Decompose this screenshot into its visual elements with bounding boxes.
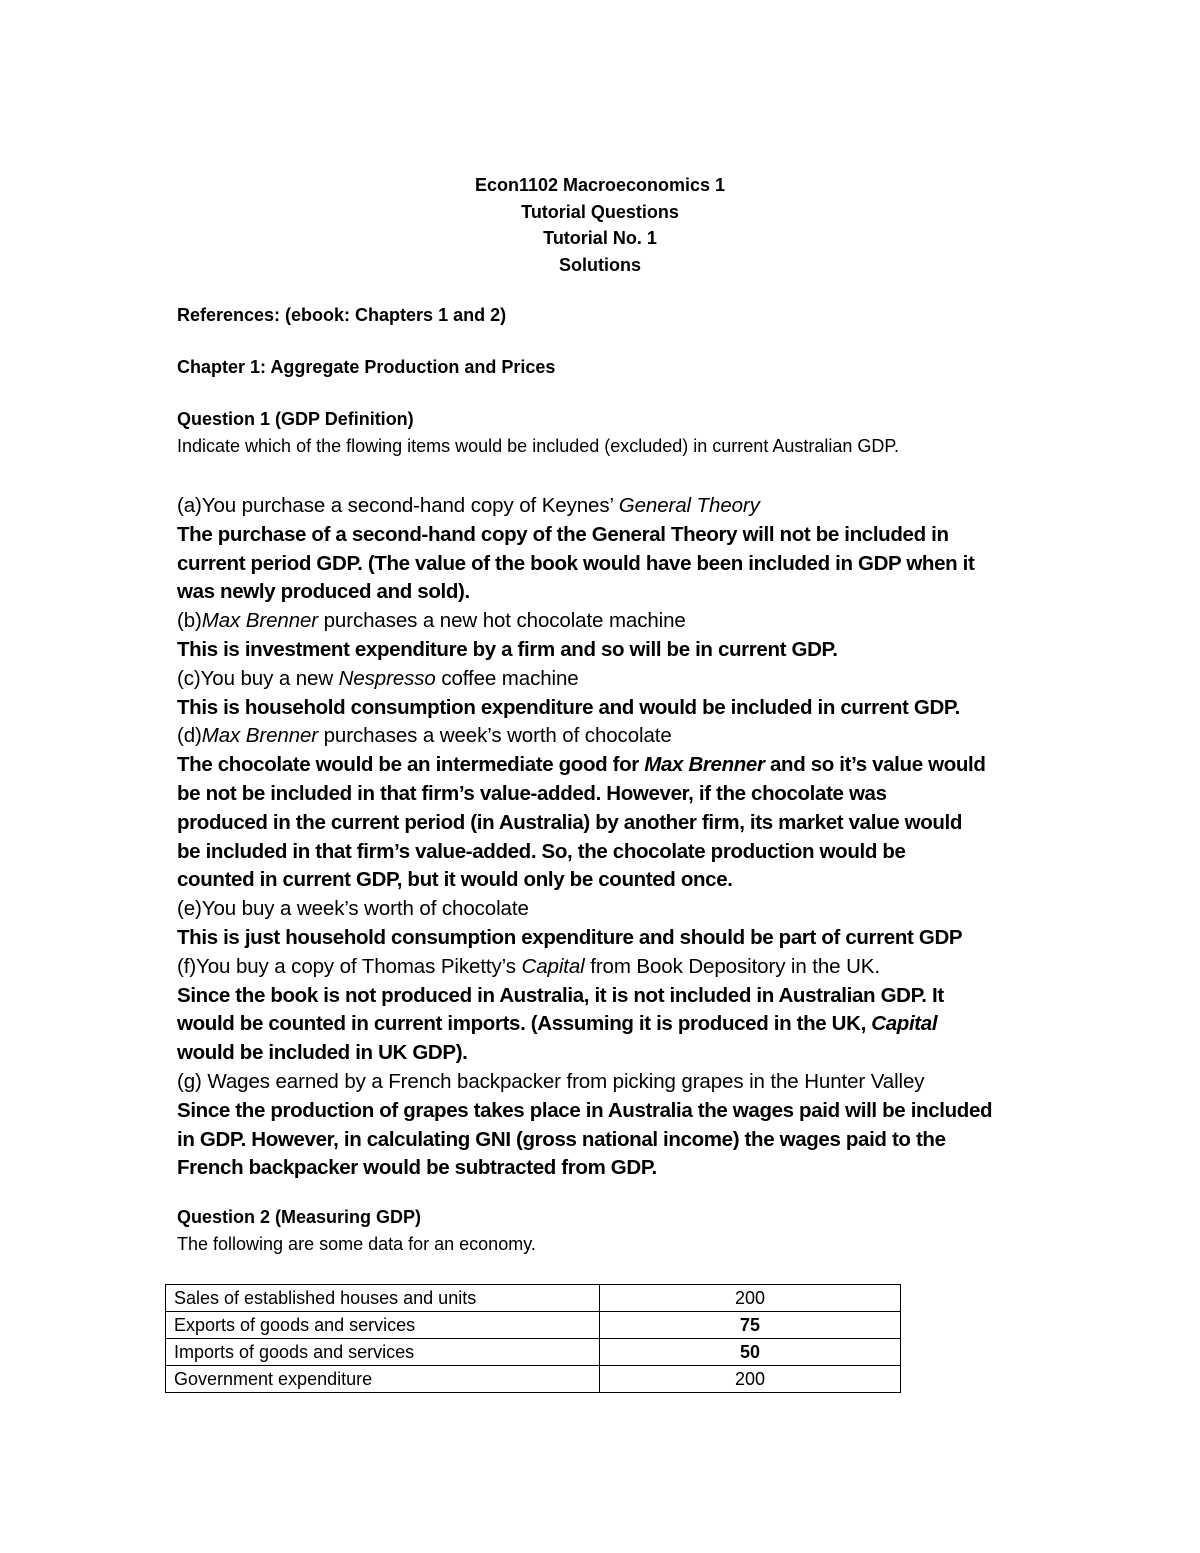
- chapter-title: Chapter 1: Aggregate Production and Prices: [177, 357, 556, 377]
- item-d-brand: Max Brenner: [201, 724, 319, 748]
- course-title: Econ1102 Macroeconomics 1: [474, 175, 726, 195]
- references-line: References: (ebook: Chapters 1 and 2): [177, 305, 507, 325]
- item-c-question: [177, 665, 992, 694]
- item-f-answer-3: would be included in UK GDP).: [177, 1041, 468, 1065]
- item-a-answer-2: current period GDP. (The value of the book would have been included in GDP when it: [177, 551, 975, 575]
- table-cell-label: Imports of goods and services: [166, 1339, 600, 1366]
- item-f-text-end: from Book Depository in the UK.: [584, 954, 880, 978]
- item-a-question: [177, 492, 992, 521]
- question1-title: Question 1 (GDP Definition): [177, 409, 414, 429]
- table-row: [166, 1366, 901, 1393]
- item-d-answer-5: counted in current GDP, but it would only be counted once.: [177, 868, 733, 892]
- item-b-question: [177, 607, 992, 636]
- document-type: Tutorial Questions: [521, 201, 679, 222]
- item-c-text-end: coffee machine: [435, 666, 579, 690]
- table-cell-label: Exports of goods and services: [166, 1312, 600, 1339]
- item-e-question: (e)You buy a week’s worth of chocolate: [177, 897, 529, 921]
- item-a-text: (a)You purchase a second-hand copy of Keynes’: [177, 494, 619, 517]
- item-f-text: (f)You buy a copy of Thomas Piketty’s: [177, 954, 522, 978]
- item-c-answer: This is household consumption expenditure and would be included in current GDP.: [177, 695, 960, 719]
- document-header: [0, 172, 1200, 278]
- question1-instruction: Indicate which of the flowing items would be included (excluded) in current Australian GDP.: [177, 436, 900, 456]
- tutorial-number: Tutorial No. 1: [543, 228, 657, 248]
- item-b-brand: Max Brenner: [201, 609, 319, 633]
- item-a-title: General Theory: [618, 494, 760, 517]
- item-d-question: [177, 722, 992, 751]
- table-row: [166, 1285, 901, 1312]
- table-cell-label: Government expenditure: [166, 1366, 600, 1393]
- item-f-answer-2-text: would be counted in current imports. (Assuming it is produced in the UK,: [177, 1012, 872, 1036]
- table-row: [166, 1312, 901, 1339]
- gdp-data-table: [165, 1284, 901, 1393]
- item-f-answer-2-title: Capital: [871, 1012, 938, 1036]
- item-c-text: (c)You buy a new: [177, 666, 339, 690]
- item-e-answer: This is just household consumption expenditure and should be part of current GDP: [177, 925, 963, 949]
- table-cell-value: 50: [600, 1339, 901, 1366]
- item-b-answer: This is investment expenditure by a firm and so will be in current GDP.: [177, 637, 838, 661]
- table-cell-value: 200: [600, 1285, 901, 1312]
- item-d-label: (d): [177, 724, 202, 748]
- item-f-title: Capital: [521, 954, 585, 978]
- item-a-answer-3: was newly produced and sold).: [177, 580, 470, 604]
- item-b-text: purchases a new hot chocolate machine: [318, 609, 686, 633]
- item-d-answer-1: [177, 751, 992, 780]
- item-g-answer-1: Since the production of grapes takes place in Australia the wages paid will be included: [177, 1098, 993, 1122]
- solutions-label: Solutions: [559, 254, 641, 275]
- item-d-answer-2: be not be included in that firm’s value-added. However, if the chocolate was: [177, 781, 887, 805]
- item-f-answer-1: Since the book is not produced in Australia, it is not included in Australian GDP. It: [177, 983, 944, 1007]
- item-d-answer-3: produced in the current period (in Australia) by another firm, its market value would: [177, 810, 963, 834]
- table-cell-label: Sales of established houses and units: [166, 1285, 600, 1312]
- item-a-answer-1: The purchase of a second-hand copy of the General Theory will not be included in: [177, 522, 949, 546]
- item-d-answer-1-end: and so it’s value would: [764, 753, 986, 777]
- item-g-answer-2: in GDP. However, in calculating GNI (gross national income) the wages paid to the: [177, 1127, 946, 1151]
- item-g-answer-3: French backpacker would be subtracted from GDP.: [177, 1156, 657, 1180]
- table-row: [166, 1339, 901, 1366]
- item-d-answer-1-text: The chocolate would be an intermediate good for: [177, 753, 645, 777]
- table-cell-value: 200: [600, 1366, 901, 1393]
- item-d-answer-1-brand: Max Brenner: [644, 753, 765, 777]
- item-f-question: [177, 953, 992, 982]
- item-d-text: purchases a week’s worth of chocolate: [318, 724, 672, 748]
- item-f-answer-2: [177, 1010, 992, 1039]
- table-cell-value: 75: [600, 1312, 901, 1339]
- item-b-label: (b): [177, 609, 202, 633]
- question2-title: Question 2 (Measuring GDP): [177, 1207, 422, 1227]
- question2-intro: The following are some data for an economy.: [177, 1234, 536, 1254]
- question1-items: [177, 492, 992, 1183]
- item-g-question: (g) Wages earned by a French backpacker from picking grapes in the Hunter Valley: [177, 1069, 925, 1093]
- item-c-brand: Nespresso: [338, 666, 436, 690]
- item-d-answer-4: be included in that firm’s value-added. So, the chocolate production would be: [177, 839, 906, 863]
